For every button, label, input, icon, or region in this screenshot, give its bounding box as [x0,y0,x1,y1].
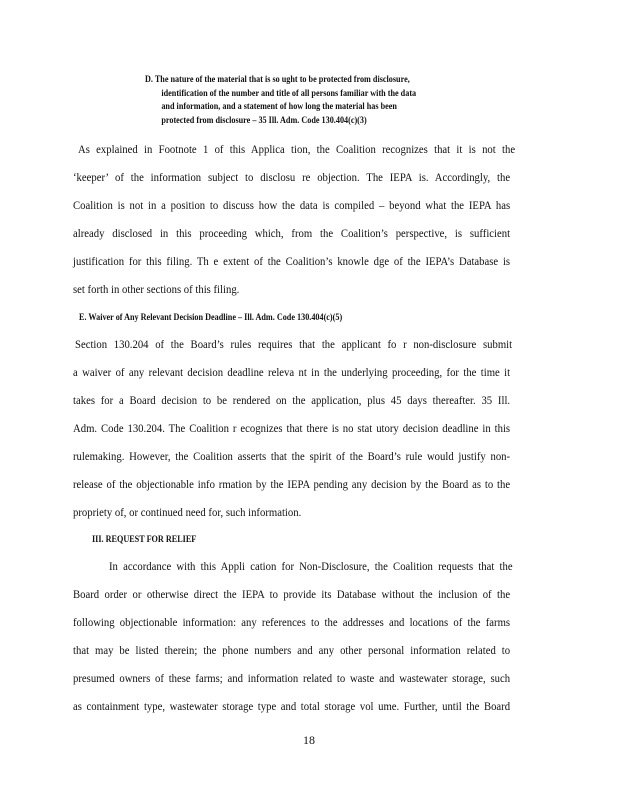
section-d-line: protected from disclosure – 35 Ill. Adm. Code 130.404(c)(3) [161,115,367,126]
paragraph-1-line: already disclosed in this proceeding which, from the Coalition’s perspective, is sufficient [73,228,511,240]
paragraph-3-line: Board order or otherwise direct the IEPA to provide its Database without the inclusion of the [73,589,511,601]
section-d-line: identification of the number and title of all persons familiar with the data [161,88,417,99]
section-d-heading [145,74,472,128]
paragraph-1-line: As explained in Footnote 1 of this Applica tion, the Coalition recognizes that it is not the [78,144,516,156]
paragraph-3-line: following objectionable information: any references to the addresses and locations of the farms [73,617,511,629]
section-e-heading: E. Waiver of Any Relevant Decision Deadline – Ill. Adm. Code 130.404(c)(5) [79,313,343,323]
paragraph-2-line: takes for a Board decision to be rendered on the application, plus 45 days thereafter. 35 Ill. [73,395,511,407]
page-number: 18 [303,733,315,747]
section-d-line: and information, and a statement of how long the material has been [161,102,397,112]
paragraph-3-line: presumed owners of these farms; and information related to waste and wastewater storage, such [73,673,511,685]
paragraph-2-line: a waiver of any relevant decision deadline releva nt in the underlying proceeding, for the time it [73,367,511,379]
paragraph-3-line: In accordance with this Appli cation for Non-Disclosure, the Coalition requests that the [109,561,513,573]
paragraph-2-line: Section 130.204 of the Board’s rules requires that the applicant fo r non-disclosure submit [75,339,513,351]
paragraph-2-line: Adm. Code 130.204. The Coalition r ecognizes that there is no stat utory decision deadline in this [73,423,511,435]
paragraph-1-line: Coalition is not in a position to discuss how the data is compiled – beyond what the IEPA has [73,200,511,212]
section-iii-heading: III. REQUEST FOR RELIEF [92,535,197,545]
paragraph-3-line: that may be listed therein; the phone numbers and any other personal information related to [73,645,511,657]
paragraph-1-line: ‘keeper’ of the information subject to disclosu re objection. The IEPA is. Accordingly, the [73,172,511,184]
paragraph-2-line: release of the objectionable info rmation by the IEPA pending any decision by the Board as to the [73,479,511,491]
paragraph-1-line: justification for this filing. Th e extent of the Coalition’s knowle dge of the IEPA’s Database is [73,256,511,268]
paragraph-1-line: set forth in other sections of this filing. [73,284,240,296]
paragraph-3-line: as containment type, wastewater storage type and total storage vol ume. Further, until the Board [73,701,511,713]
paragraph-2-line: propriety of, or continued need for, such information. [73,507,302,519]
section-d-line: D. The nature of the material that is so ught to be protected from disclosure, [145,75,410,85]
paragraph-2-line: rulemaking. However, the Coalition asserts that the spirit of the Board’s rule would justify non- [73,451,511,463]
